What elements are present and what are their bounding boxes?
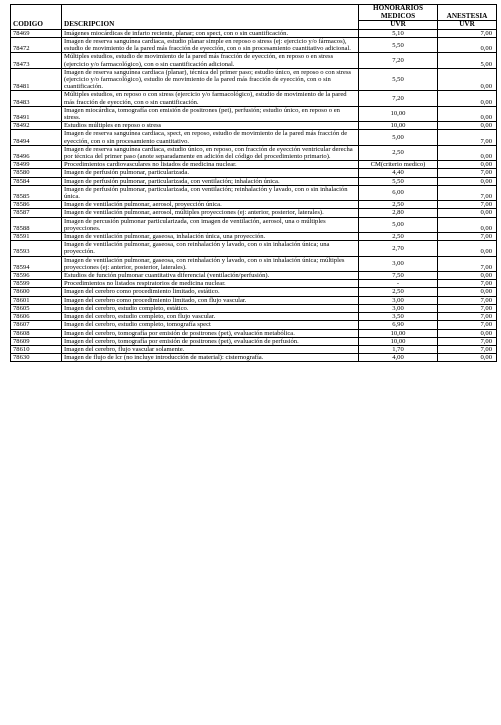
- table-header-row: [11, 5, 497, 21]
- row-honorarios-uvr: 10,00: [359, 329, 438, 337]
- row-description: Estudios múltiples en reposo o stress: [62, 122, 359, 130]
- row-honorarios-uvr: 2,80: [359, 209, 438, 217]
- row-anestesia-uvr: 5,00: [438, 53, 497, 68]
- header-honorarios: HONORARIOS MEDICOS: [359, 5, 438, 21]
- row-code: 78608: [11, 329, 62, 337]
- row-description: Imagen de ventilación pulmonar, gaseosa, con reinhalación y lavado, con o sin inhalación única; una proyección.: [62, 241, 359, 256]
- row-honorarios-uvr: 10,00: [359, 106, 438, 121]
- row-honorarios-uvr: -: [359, 280, 438, 288]
- row-anestesia-uvr: 7,00: [438, 280, 497, 288]
- row-code: 78584: [11, 177, 62, 185]
- table-row: [11, 209, 497, 217]
- row-honorarios-uvr: 2,50: [359, 288, 438, 296]
- table-row: [11, 68, 497, 91]
- row-honorarios-uvr: 6,00: [359, 185, 438, 200]
- procedures-table: [10, 4, 497, 362]
- table-row: [11, 161, 497, 169]
- row-anestesia-uvr: 0,00: [438, 217, 497, 232]
- row-description: Procedimientos no listados respiratorios de medicina nuclear.: [62, 280, 359, 288]
- row-code: 78609: [11, 337, 62, 345]
- row-anestesia-uvr: 0,00: [438, 354, 497, 362]
- row-anestesia-uvr: 7,00: [438, 169, 497, 177]
- row-description: Imagen de ventilación pulmonar, gaseosa, con reinhalación y lavado, con o sin inhalación única; múltiples proyecciones (ej: anterior, posterior, laterales).: [62, 256, 359, 271]
- row-honorarios-uvr: 10,00: [359, 122, 438, 130]
- row-description: Imagen de reserva sanguínea cardiaca, estudio planar simple en reposo o stress (ej: ejercicio y/o fármacos), estudio de movimiento de la pared más fracción de eyección, con o sin procesamiento cuantitativo adicional.: [62, 37, 359, 52]
- table-row: [11, 256, 497, 271]
- row-description: Imagen de ventilación pulmonar, gaseosa, inhalación única, una proyección.: [62, 233, 359, 241]
- row-code: 78605: [11, 304, 62, 312]
- row-description: Imagen de percusión pulmonar particularizada, con imagen de ventilación, aerosol, una o múltiples proyecciones.: [62, 217, 359, 232]
- table-row: [11, 329, 497, 337]
- table-row: [11, 169, 497, 177]
- row-description: Imagen de reserva sanguínea cardiaca, spect, en reposo, estudio de movimiento de la pared más fracción de eyección, con o sin procesamiento cuantitativo.: [62, 130, 359, 145]
- row-description: Imagen del cerebro como procedimiento limitado, con flujo vascular.: [62, 296, 359, 304]
- table-row: [11, 272, 497, 280]
- row-code: 78596: [11, 272, 62, 280]
- row-description: Imagen del cerebro como procedimiento limitado, estático.: [62, 288, 359, 296]
- row-description: Imagen de reserva sanguínea cardiaca, estudio único, en reposo, con fracción de eyección ventricular derecha por técnica del primer paso (anote separadamente en adición del código del procedimiento primario).: [62, 145, 359, 160]
- row-honorarios-uvr: 2,50: [359, 233, 438, 241]
- row-anestesia-uvr: 0,00: [438, 272, 497, 280]
- row-honorarios-uvr: 5,50: [359, 37, 438, 52]
- price-table-sheet: [10, 4, 494, 362]
- row-anestesia-uvr: 7,00: [438, 201, 497, 209]
- row-anestesia-uvr: 0,00: [438, 209, 497, 217]
- row-description: Imagen de perfusión pulmonar, particularizada, con ventilación; reinhalación y lavado, con o sin inhalación única.: [62, 185, 359, 200]
- row-code: 78473: [11, 53, 62, 68]
- row-description: Imagen de perfusión pulmonar, particularizada.: [62, 169, 359, 177]
- row-description: Imágenes miocárdicas de infarto reciente, planar; con spect, con o sin cuantificación.: [62, 29, 359, 37]
- row-honorarios-uvr: 2,70: [359, 241, 438, 256]
- row-honorarios-uvr: 2,50: [359, 201, 438, 209]
- row-description: Imagen del cerebro, estudio completo, tomografía spect: [62, 321, 359, 329]
- row-code: 78494: [11, 130, 62, 145]
- table-row: [11, 217, 497, 232]
- row-anestesia-uvr: 7,00: [438, 130, 497, 145]
- table-row: [11, 106, 497, 121]
- row-anestesia-uvr: 7,00: [438, 256, 497, 271]
- row-code: 78469: [11, 29, 62, 37]
- row-anestesia-uvr: 7,00: [438, 345, 497, 353]
- row-anestesia-uvr: 0,00: [438, 288, 497, 296]
- row-code: 78606: [11, 313, 62, 321]
- header-uvr-anestesia: UVR: [438, 21, 497, 30]
- row-code: 78580: [11, 169, 62, 177]
- table-row: [11, 177, 497, 185]
- table-row: [11, 304, 497, 312]
- table-row: [11, 130, 497, 145]
- row-description: Imagen de ventilación pulmonar, aerosol, múltiples proyecciones (ej: anterior, posterior, laterales).: [62, 209, 359, 217]
- row-honorarios-uvr: 6,90: [359, 321, 438, 329]
- table-row: [11, 185, 497, 200]
- row-code: 78610: [11, 345, 62, 353]
- header-codigo: CODIGO: [11, 5, 62, 30]
- row-description: Procedimientos cardiovasculares no listados de medicina nuclear.: [62, 161, 359, 169]
- row-code: 78594: [11, 256, 62, 271]
- row-description: Imagen miocárdica, tomografía con emisión de positrones (pet), perfusión; estudio único, en reposo o en stress.: [62, 106, 359, 121]
- row-honorarios-uvr: 4,40: [359, 169, 438, 177]
- row-honorarios-uvr: 7,20: [359, 53, 438, 68]
- row-description: Imagen de ventilación pulmonar, aerosol, proyección única.: [62, 201, 359, 209]
- header-uvr-honorarios: UVR: [359, 21, 438, 30]
- row-code: 78587: [11, 209, 62, 217]
- row-description: Estudios de función pulmonar cuantitativa diferencial (ventilación/perfusión).: [62, 272, 359, 280]
- row-code: 78483: [11, 91, 62, 106]
- row-code: 78472: [11, 37, 62, 52]
- row-honorarios-uvr: 1,70: [359, 345, 438, 353]
- row-anestesia-uvr: 7,00: [438, 337, 497, 345]
- row-honorarios-uvr: 3,00: [359, 304, 438, 312]
- row-code: 78600: [11, 288, 62, 296]
- row-anestesia-uvr: 0,00: [438, 91, 497, 106]
- row-description: Imagen del cerebro, tomografía por emisión de positrones (pet), evaluación metabólica.: [62, 329, 359, 337]
- row-anestesia-uvr: 7,00: [438, 321, 497, 329]
- row-code: 78499: [11, 161, 62, 169]
- row-honorarios-uvr: 2,50: [359, 145, 438, 160]
- table-row: [11, 280, 497, 288]
- row-code: 78591: [11, 233, 62, 241]
- row-description: Imagen del cerebro, estudio completo, con flujo vascular.: [62, 313, 359, 321]
- row-anestesia-uvr: 7,00: [438, 304, 497, 312]
- table-row: [11, 91, 497, 106]
- row-description: Múltiples estudios, estudio de movimiento de la pared más fracción de eyección, en reposo o en stress (ejercicio y/o farmacológico), con o sin cuantificación adicional.: [62, 53, 359, 68]
- table-row: [11, 288, 497, 296]
- row-code: 78491: [11, 106, 62, 121]
- row-honorarios-uvr: 3,50: [359, 313, 438, 321]
- row-code: 78586: [11, 201, 62, 209]
- row-code: 78481: [11, 68, 62, 91]
- row-anestesia-uvr: 0,00: [438, 145, 497, 160]
- row-anestesia-uvr: 7,00: [438, 233, 497, 241]
- table-row: [11, 233, 497, 241]
- row-honorarios-uvr: 5,10: [359, 29, 438, 37]
- row-description: Imagen del cerebro, estudio completo, estático.: [62, 304, 359, 312]
- table-row: [11, 337, 497, 345]
- row-description: Múltiples estudios, en reposo o con stress (ejercicio y/o farmacológico), estudio de movimiento de la pared más fracción de eyección, con o sin cuantificación.: [62, 91, 359, 106]
- row-anestesia-uvr: 0,00: [438, 122, 497, 130]
- row-anestesia-uvr: 0,00: [438, 68, 497, 91]
- header-anestesia: ANESTESIA: [438, 5, 497, 21]
- row-description: Imagen del cerebro, flujo vascular solamente.: [62, 345, 359, 353]
- row-description: Imagen de flujo de lcr (no incluye introducción de material): cisternografía.: [62, 354, 359, 362]
- row-anestesia-uvr: 0,00: [438, 177, 497, 185]
- row-honorarios-uvr: 5,50: [359, 68, 438, 91]
- table-row: [11, 241, 497, 256]
- row-description: Imagen del cerebro, tomografía por emisión de positrones (pet), evaluación de perfusión.: [62, 337, 359, 345]
- table-row: [11, 201, 497, 209]
- row-code: 78588: [11, 217, 62, 232]
- row-honorarios-uvr: 5,00: [359, 217, 438, 232]
- row-anestesia-uvr: 0,00: [438, 161, 497, 169]
- row-code: 78607: [11, 321, 62, 329]
- row-description: Imagen de reserva sanguínea cardiaca (planar), técnica del primer paso; estudio único, en reposo o con stress (ejercicio y/o farmacológico), estudio de movimiento de la pared más fracción de eyección, con o sin cuantificación.: [62, 68, 359, 91]
- row-anestesia-uvr: 7,00: [438, 296, 497, 304]
- row-code: 78593: [11, 241, 62, 256]
- row-honorarios-uvr: 5,50: [359, 177, 438, 185]
- row-code: 78601: [11, 296, 62, 304]
- row-anestesia-uvr: 0,00: [438, 241, 497, 256]
- table-row: [11, 296, 497, 304]
- row-anestesia-uvr: 7,00: [438, 313, 497, 321]
- table-row: [11, 354, 497, 362]
- row-honorarios-uvr: 10,00: [359, 337, 438, 345]
- table-row: [11, 321, 497, 329]
- row-anestesia-uvr: 7,00: [438, 185, 497, 200]
- row-anestesia-uvr: 7,00: [438, 29, 497, 37]
- table-row: [11, 37, 497, 52]
- row-code: 78630: [11, 354, 62, 362]
- row-honorarios-uvr: 7,20: [359, 91, 438, 106]
- table-row: [11, 122, 497, 130]
- table-row: [11, 29, 497, 37]
- row-anestesia-uvr: 0,00: [438, 106, 497, 121]
- row-anestesia-uvr: 0,00: [438, 37, 497, 52]
- row-honorarios-uvr: 3,00: [359, 256, 438, 271]
- row-honorarios-uvr: 3,00: [359, 296, 438, 304]
- row-code: 78599: [11, 280, 62, 288]
- header-descripcion: DESCRIPCION: [62, 5, 359, 30]
- table-row: [11, 313, 497, 321]
- row-description: Imagen de perfusión pulmonar, particularizada, con ventilación; inhalación única.: [62, 177, 359, 185]
- row-code: 78585: [11, 185, 62, 200]
- table-row: [11, 53, 497, 68]
- row-code: 78496: [11, 145, 62, 160]
- row-anestesia-uvr: 0,00: [438, 329, 497, 337]
- row-honorarios-uvr: 7,50: [359, 272, 438, 280]
- row-honorarios-uvr: 5,00: [359, 130, 438, 145]
- table-row: [11, 145, 497, 160]
- table-row: [11, 345, 497, 353]
- row-code: 78492: [11, 122, 62, 130]
- row-honorarios-uvr: 4,00: [359, 354, 438, 362]
- row-honorarios-uvr: CM(criterio medico): [359, 161, 438, 169]
